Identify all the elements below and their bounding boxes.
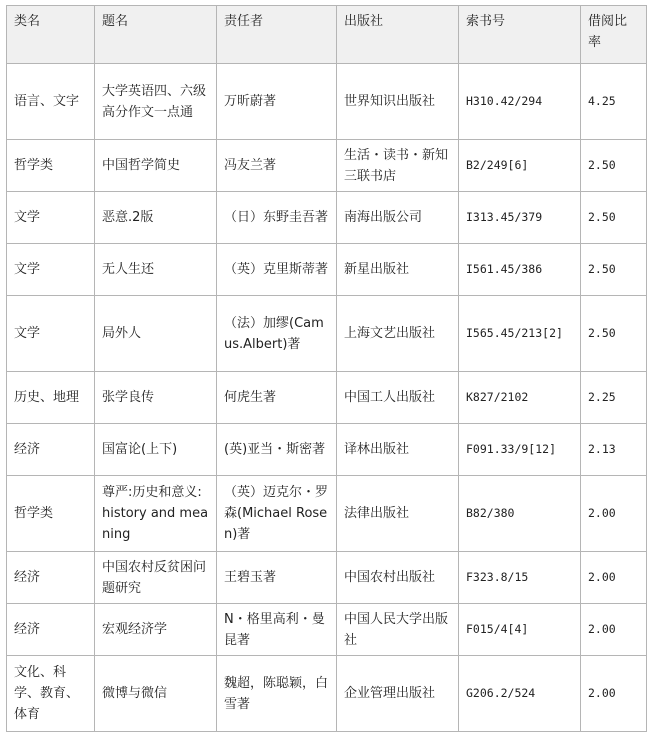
cell-borrow-ratio: 2.13 — [581, 424, 647, 476]
cell-category: 经济 — [7, 552, 95, 604]
table-header — [7, 6, 647, 64]
cell-author: （日）东野圭吾著 — [217, 192, 337, 244]
ranking-table — [6, 5, 647, 732]
cell-title: 无人生还 — [95, 244, 217, 296]
cell-title: 国富论(上下) — [95, 424, 217, 476]
cell-publisher: 南海出版公司 — [337, 192, 459, 244]
table-row — [7, 140, 647, 192]
cell-publisher: 译林出版社 — [337, 424, 459, 476]
cell-title: 恶意.2版 — [95, 192, 217, 244]
header-title: 题名 — [95, 6, 217, 64]
cell-borrow-ratio: 4.25 — [581, 64, 647, 140]
table-row — [7, 604, 647, 656]
cell-author: N・格里高利・曼昆著 — [217, 604, 337, 656]
table-body — [7, 64, 647, 732]
cell-call-number: F323.8/15 — [459, 552, 581, 604]
cell-author: （英）克里斯蒂著 — [217, 244, 337, 296]
cell-publisher: 法律出版社 — [337, 476, 459, 552]
table-row — [7, 424, 647, 476]
cell-publisher: 企业管理出版社 — [337, 656, 459, 732]
header-borrow-ratio: 借阅比率 — [581, 6, 647, 64]
cell-category: 历史、地理 — [7, 372, 95, 424]
cell-publisher: 中国工人出版社 — [337, 372, 459, 424]
cell-title: 微博与微信 — [95, 656, 217, 732]
cell-category: 语言、文字 — [7, 64, 95, 140]
cell-title: 宏观经济学 — [95, 604, 217, 656]
header-publisher: 出版社 — [337, 6, 459, 64]
cell-call-number: I565.45/213[2] — [459, 296, 581, 372]
cell-call-number: I313.45/379 — [459, 192, 581, 244]
cell-borrow-ratio: 2.00 — [581, 656, 647, 732]
cell-publisher: 生活・读书・新知三联书店 — [337, 140, 459, 192]
cell-title: 尊严:历史和意义:history and meaning — [95, 476, 217, 552]
cell-publisher: 世界知识出版社 — [337, 64, 459, 140]
cell-publisher: 中国农村出版社 — [337, 552, 459, 604]
header-author: 责任者 — [217, 6, 337, 64]
cell-title: 局外人 — [95, 296, 217, 372]
cell-title: 中国农村反贫困问题研究 — [95, 552, 217, 604]
table-row — [7, 476, 647, 552]
cell-call-number: F015/4[4] — [459, 604, 581, 656]
cell-title: 张学良传 — [95, 372, 217, 424]
cell-publisher: 上海文艺出版社 — [337, 296, 459, 372]
cell-borrow-ratio: 2.50 — [581, 192, 647, 244]
cell-category: 哲学类 — [7, 140, 95, 192]
cell-author: 王碧玉著 — [217, 552, 337, 604]
header-category: 类名 — [7, 6, 95, 64]
cell-call-number: B2/249[6] — [459, 140, 581, 192]
cell-author: （法）加缪(Camus.Albert)著 — [217, 296, 337, 372]
cell-category: 文学 — [7, 244, 95, 296]
cell-publisher: 中国人民大学出版社 — [337, 604, 459, 656]
table-row — [7, 656, 647, 732]
header-call-number: 索书号 — [459, 6, 581, 64]
cell-borrow-ratio: 2.00 — [581, 476, 647, 552]
cell-author: 何虎生著 — [217, 372, 337, 424]
cell-call-number: G206.2/524 — [459, 656, 581, 732]
table-row — [7, 552, 647, 604]
cell-category: 经济 — [7, 604, 95, 656]
cell-borrow-ratio: 2.50 — [581, 140, 647, 192]
cell-call-number: H310.42/294 — [459, 64, 581, 140]
cell-call-number: K827/2102 — [459, 372, 581, 424]
cell-category: 哲学类 — [7, 476, 95, 552]
table-row — [7, 372, 647, 424]
cell-category: 文化、科学、教育、体育 — [7, 656, 95, 732]
cell-author: 魏超，陈聪颖，白雪著 — [217, 656, 337, 732]
cell-call-number: I561.45/386 — [459, 244, 581, 296]
cell-author: 万昕蔚著 — [217, 64, 337, 140]
table-row — [7, 296, 647, 372]
cell-borrow-ratio: 2.00 — [581, 552, 647, 604]
table-row — [7, 64, 647, 140]
table-row — [7, 244, 647, 296]
cell-author: 冯友兰著 — [217, 140, 337, 192]
cell-borrow-ratio: 2.50 — [581, 244, 647, 296]
cell-author: （英）迈克尔・罗森(Michael Rosen)著 — [217, 476, 337, 552]
cell-category: 经济 — [7, 424, 95, 476]
table-row — [7, 192, 647, 244]
cell-category: 文学 — [7, 296, 95, 372]
cell-call-number: B82/380 — [459, 476, 581, 552]
cell-title: 大学英语四、六级高分作文一点通 — [95, 64, 217, 140]
cell-borrow-ratio: 2.25 — [581, 372, 647, 424]
cell-title: 中国哲学简史 — [95, 140, 217, 192]
cell-publisher: 新星出版社 — [337, 244, 459, 296]
cell-category: 文学 — [7, 192, 95, 244]
cell-author: (英)亚当・斯密著 — [217, 424, 337, 476]
cell-borrow-ratio: 2.00 — [581, 604, 647, 656]
cell-borrow-ratio: 2.50 — [581, 296, 647, 372]
cell-call-number: F091.33/9[12] — [459, 424, 581, 476]
